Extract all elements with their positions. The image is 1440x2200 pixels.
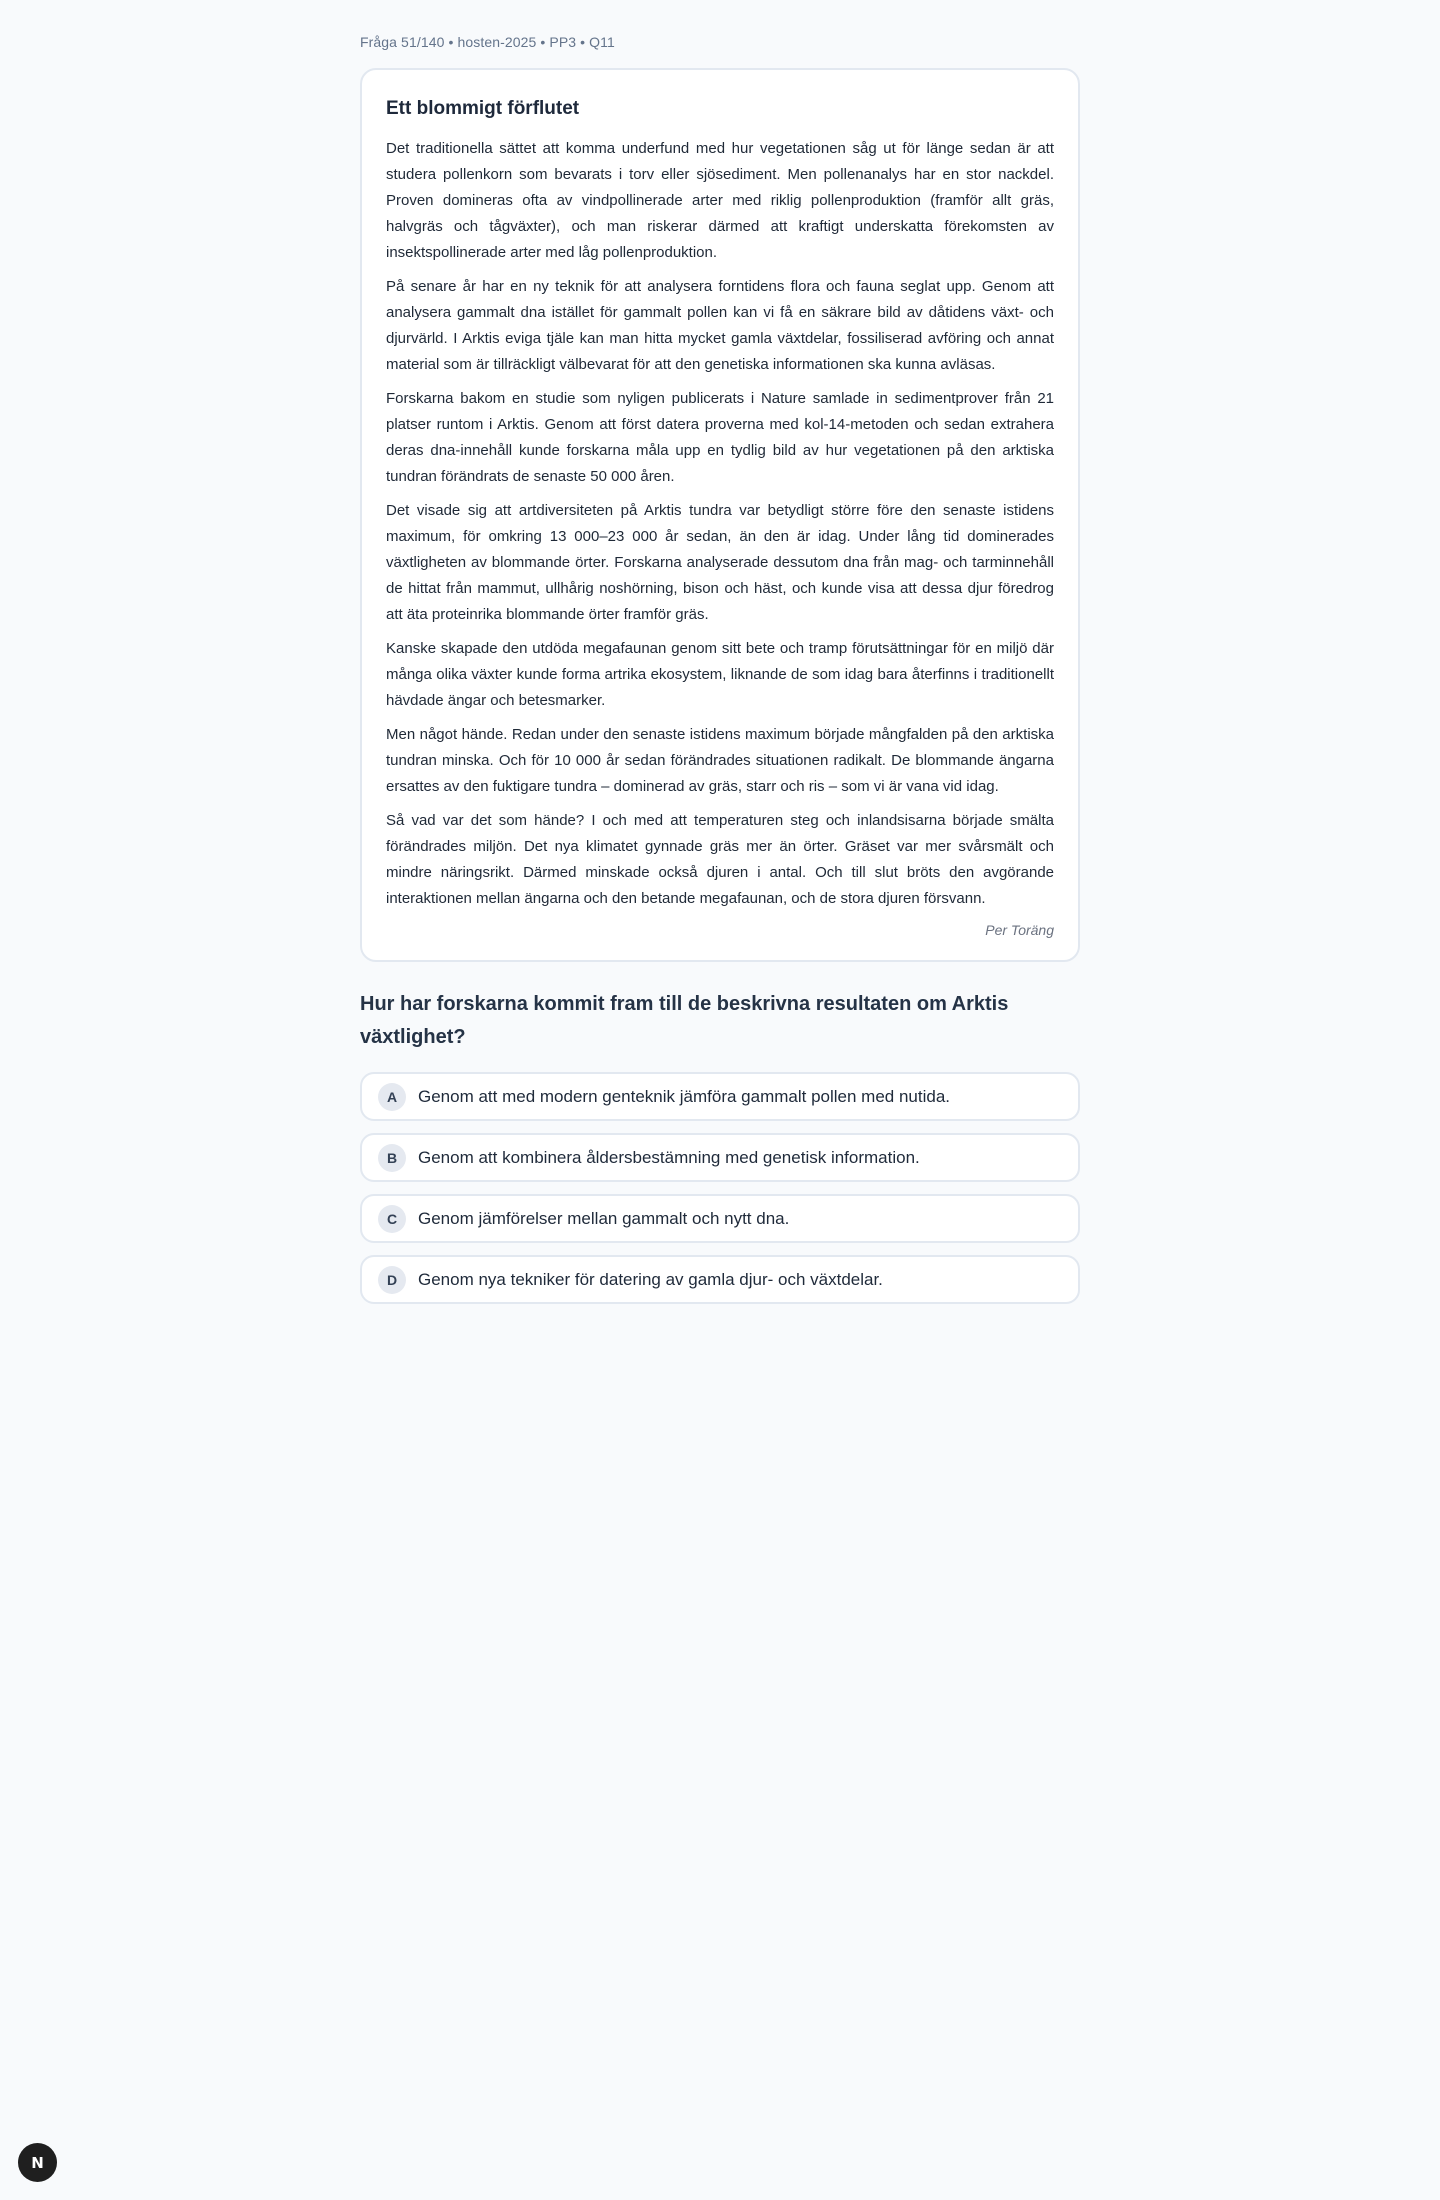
question-meta: Fråga 51/140 • hosten-2025 • PP3 • Q11 (360, 34, 615, 50)
passage-author: Per Toräng (985, 922, 1054, 938)
passage-card (360, 68, 1080, 962)
nextjs-logo-icon: N (31, 2153, 44, 2172)
option-letter-badge: C (378, 1205, 406, 1233)
option-letter-badge: B (378, 1144, 406, 1172)
option-text: Genom nya tekniker för datering av gamla djur- och växtdelar. (418, 1269, 883, 1289)
option-text: Genom att kombinera åldersbestämning med genetisk information. (418, 1147, 920, 1167)
answer-option-b[interactable] (360, 1133, 1080, 1182)
option-text: Genom jämförelser mellan gammalt och nytt dna. (418, 1208, 790, 1228)
passage-paragraph: Så vad var det som hände? I och med att temperaturen steg och inlandsisarna började smälta förändrades miljön. Det nya klimatet gynnade gräs mer än örter. Gräset var mer svårsmält och mindre näringsrikt. Därmed minskade också djuren i antal. Och till slut bröts den avgörande interaktionen mellan ängarna och den betande megafaunan, och de stora djuren försvann. (386, 812, 1054, 907)
passage-paragraph: Det traditionella sättet att komma underfund med hur vegetationen såg ut för länge sedan är att studera pollenkorn som bevarats i torv eller sjösediment. Men pollenanalys har en stor nackdel. Proven domineras ofta av vindpollinerade arter med riklig pollenproduktion (framför allt gräs, halvgräs och tågväxter), och man riskerar därmed att kraftigt underskatta förekomsten av insektspollinerade arter med låg pollenproduktion. (386, 140, 1054, 261)
option-letter-badge: A (378, 1083, 406, 1111)
passage-paragraph: Kanske skapade den utdöda megafaunan genom sitt bete och tramp förutsättningar för en miljö där många olika växter kunde forma artrika ekosystem, liknande de som idag bara återfinns i traditionellt hävdade ängar och betesmarker. (386, 640, 1054, 709)
passage-paragraph: Forskarna bakom en studie som nyligen publicerats i Nature samlade in sedimentprover från 21 platser runtom i Arktis. Genom att först datera proverna med kol-14-metoden och sedan extrahera deras dna-innehåll kunde forskarna måla upp en tydlig bild av hur vegetationen på den arktiska tundran förändrats de senaste 50 000 åren. (386, 390, 1054, 485)
answer-option-d[interactable] (360, 1255, 1080, 1304)
question-text: Hur har forskarna kommit fram till de beskrivna resultaten om Arktis växtlighet? (360, 993, 1009, 1048)
answer-option-a[interactable] (360, 1072, 1080, 1121)
answer-option-c[interactable] (360, 1194, 1080, 1243)
page-container (360, 0, 1080, 1316)
option-letter-badge: D (378, 1266, 406, 1294)
answer-options (360, 1072, 1080, 1304)
passage-title: Ett blommigt förflutet (386, 98, 580, 119)
passage-paragraph: På senare år har en ny teknik för att analysera forntidens flora och fauna seglat upp. Genom att analysera gammalt dna istället för gammalt pollen kan vi få en säkrare bild av dåtidens växt- och djurvärld. I Arktis eviga tjäle kan man hitta mycket gamla växtdelar, fossiliserad avföring och annat material som är tillräckligt välbevarat för att den genetiska informationen ska kunna avläsas. (386, 278, 1054, 373)
passage-paragraph: Men något hände. Redan under den senaste istidens maximum började mångfalden på den arktiska tundran minska. Och för 10 000 år sedan förändrades situationen radikalt. De blommande ängarna ersattes av den fuktigare tundra – dominerad av gräs, starr och ris – som vi är vana vid idag. (386, 726, 1054, 795)
passage-paragraph: Det visade sig att artdiversiteten på Arktis tundra var betydligt större före den senaste istidens maximum, för omkring 13 000–23 000 år sedan, än den är idag. Under lång tid dominerades växtligheten av blommande örter. Forskarna analyserade dessutom dna från mag- och tarminnehåll de hittat från mammut, ullhårig noshörning, bison och häst, och kunde visa att dessa djur föredrog att äta proteinrika blommande örter framför gräs. (386, 502, 1054, 623)
passage-body (386, 136, 1054, 912)
option-text: Genom att med modern genteknik jämföra gammalt pollen med nutida. (418, 1086, 950, 1106)
nextjs-dev-tools-button[interactable] (18, 2143, 57, 2182)
